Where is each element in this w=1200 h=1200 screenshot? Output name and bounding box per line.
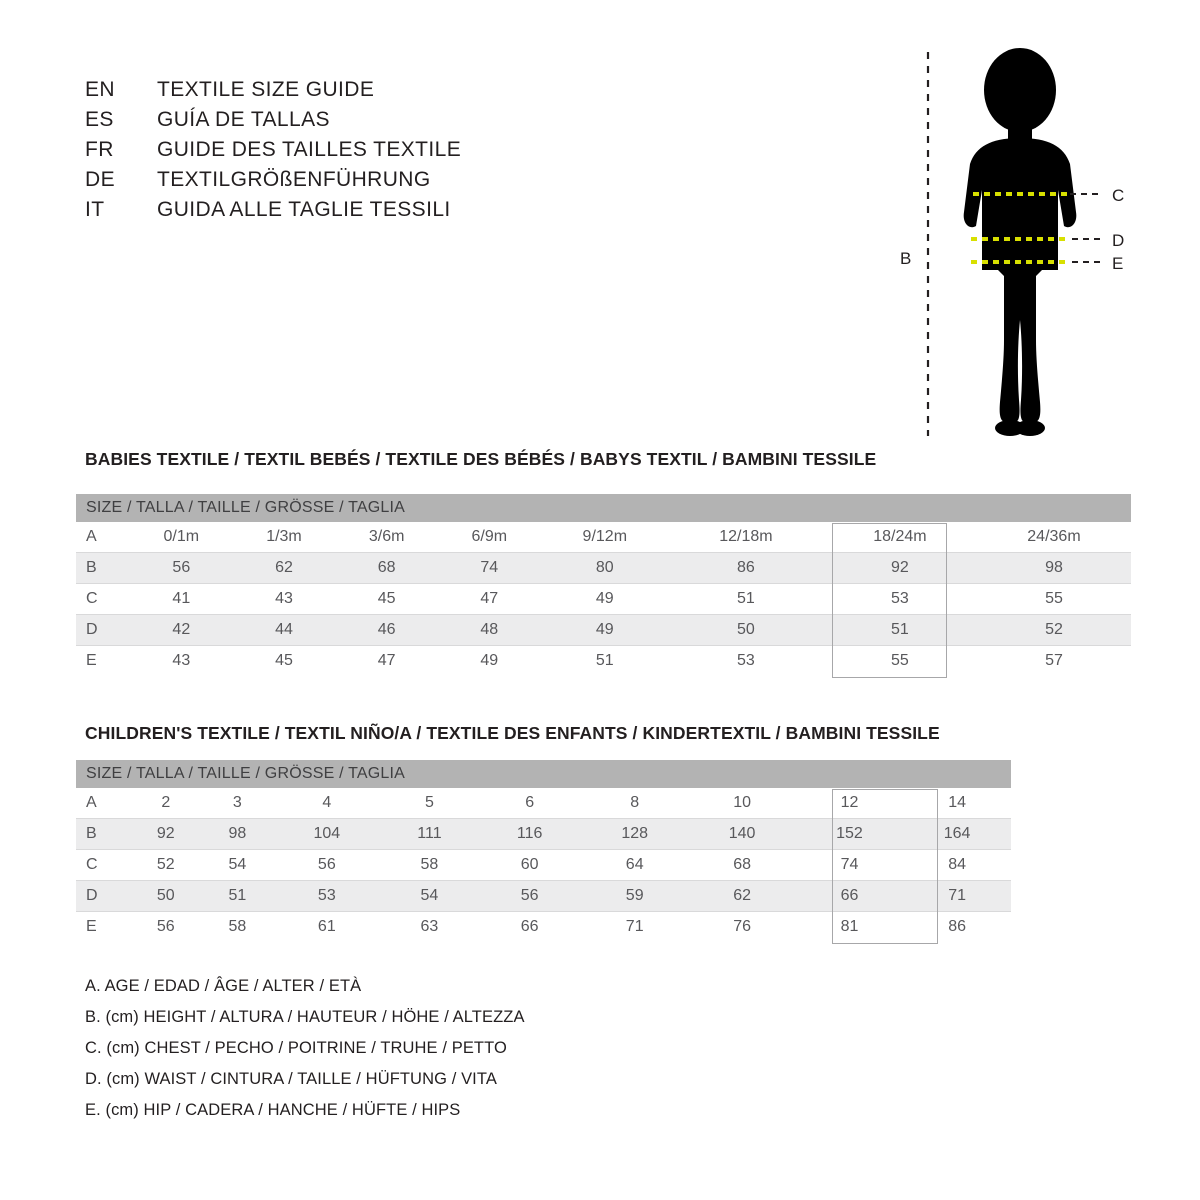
cell: 54 [202,850,274,881]
cell: 49 [541,584,669,615]
legend-item-c: C. (cm) CHEST / PECHO / POITRINE / TRUHE / PETTO [85,1039,507,1057]
cell: 18/24m [823,522,977,553]
title-lang-it: IT [85,198,105,221]
cell: 24/36m [977,522,1131,553]
cell: 45 [335,584,438,615]
table-row [76,584,1131,615]
title-text-es: GUÍA DE TALLAS [157,108,330,131]
row-label-d: D [76,615,130,646]
cell: 5 [381,788,479,819]
row-label-e: E [86,652,97,669]
cell: 80 [541,553,669,584]
cell: 57 [1045,652,1063,669]
cell: 1/3m [233,522,336,553]
table-row [76,850,1011,881]
cell: 50 [130,881,202,912]
cell: 10 [688,788,795,819]
cell: 59 [581,881,688,912]
title-block [85,78,461,228]
row-label-b: B [76,553,130,584]
table-row [76,553,1131,584]
table-row [76,615,1131,646]
title-row-en [85,78,461,108]
legend-item-d: D. (cm) WAIST / CINTURA / TAILLE / HÜFTUNG / VITA [85,1070,497,1088]
cell: 49 [480,652,499,669]
row-label-d: D [76,881,130,912]
title-row-it [85,198,461,228]
row-label-b: B [76,819,130,850]
cell: 12 [796,788,903,819]
cell: 53 [823,584,977,615]
cell: 86 [669,553,823,584]
cell: 9/12m [541,522,669,553]
cell: 81 [840,918,859,935]
title-text-en: TEXTILE SIZE GUIDE [157,78,375,101]
cell: 43 [233,584,336,615]
figure-label-d: D [1112,231,1125,250]
title-text-fr: GUIDE DES TAILLES TEXTILE [157,138,462,161]
cell: 41 [130,584,233,615]
cell: 68 [688,850,795,881]
cell: 51 [823,615,977,646]
cell: 74 [438,553,541,584]
measurement-legend [85,977,525,1132]
cell: 54 [381,881,479,912]
figure-label-b: B [900,249,912,268]
row-label-a: A [76,522,130,553]
children-size-table [76,760,1011,942]
title-text-it: GUIDA ALLE TAGLIE TESSILI [157,198,451,221]
cell: 71 [903,881,1011,912]
cell: 45 [275,652,293,669]
cell: 56 [478,881,581,912]
cell: 76 [733,918,751,935]
cell: 111 [381,819,479,850]
table-row [76,912,1011,943]
table-row [76,646,1131,677]
cell: 48 [438,615,541,646]
cell: 60 [478,850,581,881]
cell: 58 [228,918,247,935]
cell: 86 [948,918,966,935]
table-row [76,819,1011,850]
cell: 116 [478,819,581,850]
children-table-header: SIZE / TALLA / TAILLE / GRÖSSE / TAGLIA [76,760,1011,788]
cell: 51 [202,881,274,912]
legend-item-e: E. (cm) HIP / CADERA / HANCHE / HÜFTE / HIPS [85,1101,461,1119]
cell: 42 [130,615,233,646]
cell: 56 [273,850,380,881]
figure-label-e: E [1112,254,1124,273]
figure-label-c: C [1112,186,1125,205]
cell: 62 [688,881,795,912]
babies-size-table [76,494,1131,676]
cell: 2 [130,788,202,819]
cell: 55 [891,652,909,669]
cell: 71 [625,918,644,935]
title-row-de [85,168,461,198]
cell: 47 [438,584,541,615]
cell: 8 [581,788,688,819]
cell: 128 [581,819,688,850]
body-measurement-figure [870,40,1150,450]
cell: 12/18m [669,522,823,553]
title-row-fr [85,138,461,168]
cell: 52 [130,850,202,881]
cell: 61 [317,918,336,935]
table-row [76,522,1131,553]
legend-item-a: A. AGE / EDAD / ÂGE / ALTER / ETÀ [85,977,362,995]
cell: 47 [377,652,396,669]
cell: 68 [335,553,438,584]
cell: 55 [977,584,1131,615]
cell: 98 [977,553,1131,584]
row-label-c: C [76,584,130,615]
cell: 98 [202,819,274,850]
cell: 14 [903,788,1011,819]
cell: 46 [335,615,438,646]
cell: 52 [977,615,1131,646]
table-header-row [76,494,1131,522]
legend-item-b: B. (cm) HEIGHT / ALTURA / HAUTEUR / HÖHE / ALTEZZA [85,1008,525,1026]
title-lang-en: EN [85,78,115,101]
title-lang-es: ES [85,108,114,131]
cell: 64 [581,850,688,881]
cell: 74 [796,850,903,881]
cell: 66 [520,918,539,935]
cell: 51 [669,584,823,615]
table-row [76,788,1011,819]
cell: 63 [420,918,439,935]
cell: 0/1m [130,522,233,553]
title-text-de: TEXTILGRÖßENFÜHRUNG [157,168,431,191]
row-label-c: C [76,850,130,881]
cell: 84 [903,850,1011,881]
cell: 43 [172,652,191,669]
cell: 62 [233,553,336,584]
cell: 92 [823,553,977,584]
cell: 66 [796,881,903,912]
cell: 3/6m [335,522,438,553]
cell: 152 [796,819,903,850]
cell: 53 [273,881,380,912]
table-header-row [76,760,1011,788]
title-row-es [85,108,461,138]
row-label-e: E [86,918,97,935]
table-row [76,881,1011,912]
cell: 104 [273,819,380,850]
cell: 51 [595,652,614,669]
children-section-heading: CHILDREN'S TEXTILE / TEXTIL NIÑO/A / TEXTILE DES ENFANTS / KINDERTEXTIL / BAMBINI TESSILE [85,723,940,743]
child-silhouette [964,48,1077,436]
cell: 44 [233,615,336,646]
cell: 6/9m [438,522,541,553]
row-label-a: A [76,788,130,819]
babies-table-header: SIZE / TALLA / TAILLE / GRÖSSE / TAGLIA [76,494,1131,522]
cell: 50 [669,615,823,646]
cell: 49 [541,615,669,646]
cell: 4 [273,788,380,819]
cell: 53 [737,652,755,669]
cell: 6 [478,788,581,819]
cell: 56 [156,918,175,935]
title-lang-de: DE [85,168,115,191]
cell: 92 [130,819,202,850]
cell: 56 [130,553,233,584]
babies-section-heading: BABIES TEXTILE / TEXTIL BEBÉS / TEXTILE DES BÉBÉS / BABYS TEXTIL / BAMBINI TESSILE [85,449,877,469]
cell: 3 [202,788,274,819]
cell: 140 [688,819,795,850]
cell: 58 [381,850,479,881]
cell: 164 [903,819,1011,850]
title-lang-fr: FR [85,138,114,161]
